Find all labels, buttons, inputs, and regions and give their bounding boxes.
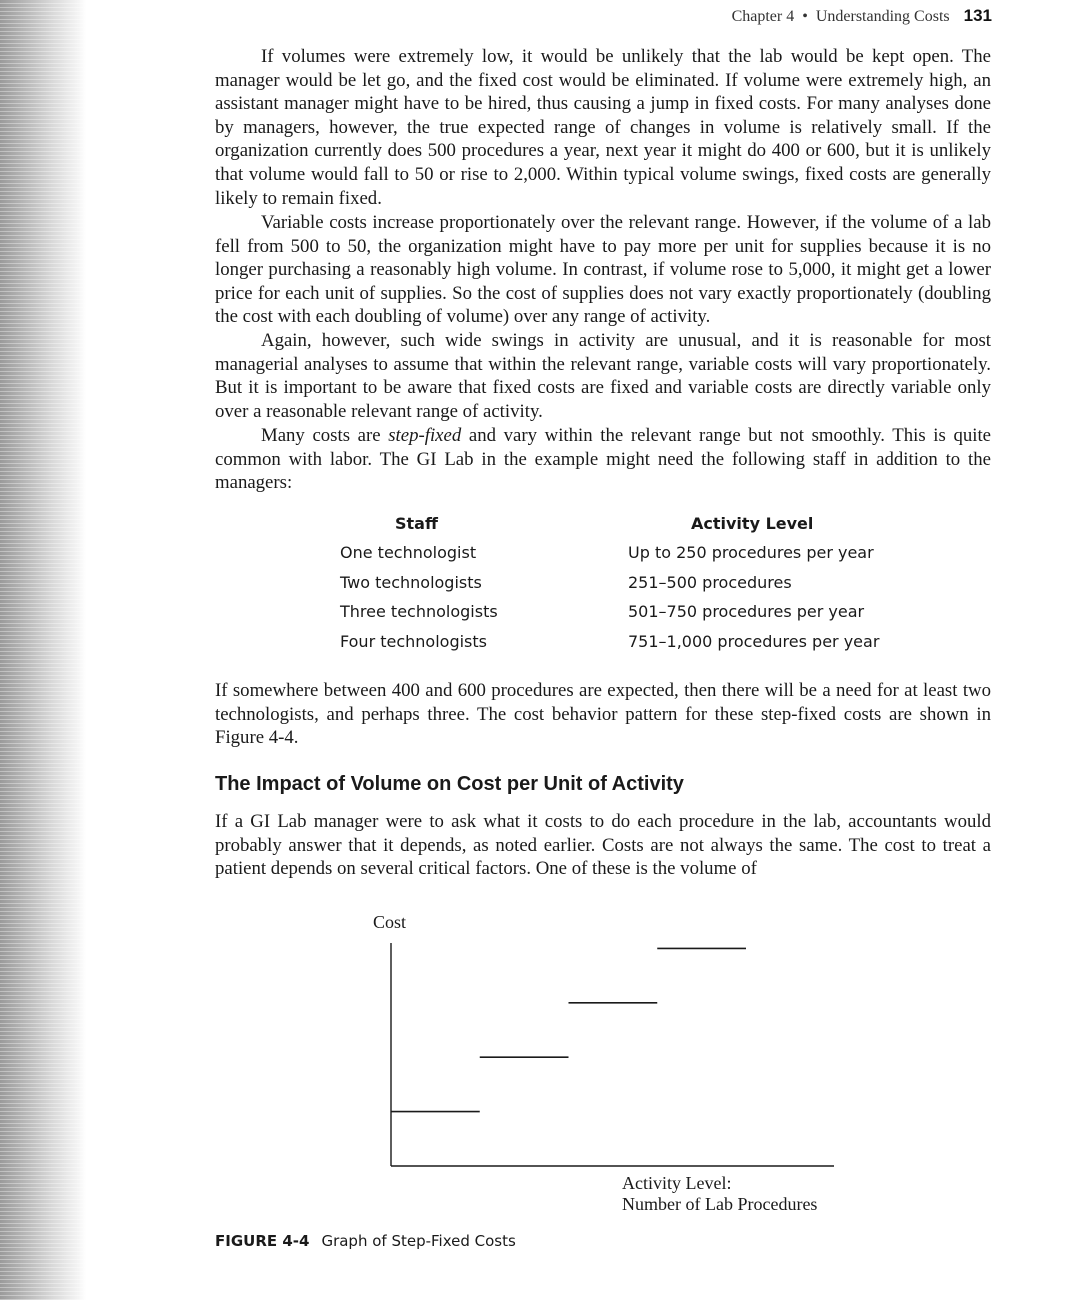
header-separator: •: [802, 8, 808, 25]
table-row: [340, 543, 900, 573]
activity-cell: 751–1,000 procedures per year: [628, 632, 880, 652]
running-head: [560, 6, 992, 26]
table-row: [340, 602, 900, 632]
staff-cell: Two technologists: [340, 572, 482, 592]
scan-edge-shadow: [0, 0, 86, 1300]
paragraph-6: If a GI Lab manager were to ask what it costs to do each procedure in the lab, accountants would probably answer that it depends, as noted earlier. Costs are not always the same. The cost to treat a patient depends on several critical factors. One of these is the volume of: [215, 811, 991, 880]
table-row: [340, 632, 900, 662]
staff-cell: Four technologists: [340, 632, 487, 652]
paragraph-1: If volumes were extremely low, it would be unlikely that the lab would be kept open. The manager would be let go, and the fixed cost would be eliminated. If volume were extremely high, an assistant manager might have to be hired, thus causing a jump in fixed costs. For many analyses done by managers, however, the true expected range of changes in volume is relatively small. If the organization currently does 500 procedures a year, next year it might do 400 or 600, but it is unlikely that volume would fall to 50 or rise to 2,000. Within typical volume swings, fixed costs are generally likely to remain fixed.: [215, 46, 991, 209]
paragraph-2: Variable costs increase proportionately over the relevant range. However, if the volume of a lab fell from 500 to 50, the organization might have to pay more per unit for supplies because it is no longer purchasing a reasonably high volume. In contrast, if volume rose to 5,000, it might get a lower price for each unit of supplies. So the cost of supplies does not vary exactly proportionately (doubling the cost with each doubling of volume) over any range of activity.: [215, 212, 991, 328]
step-series: [391, 948, 746, 1111]
staff-table: [340, 514, 900, 662]
x-axis-label-line-2: Number of Lab Procedures: [622, 1194, 818, 1214]
chapter-label: Chapter 4: [731, 8, 795, 25]
y-axis-label: Cost: [373, 912, 407, 932]
paragraph-3: Again, however, such wide swings in activity are unusual, and it is reasonable for most managerial analyses to assume that within the relevant range, variable costs will vary proportionately. But it is important to be aware that fixed costs are fixed and variable costs are directly variable only over a reasonable relevant range of activity.: [215, 330, 991, 422]
page-number: 131: [963, 6, 992, 25]
chapter-title: Understanding Costs: [815, 8, 950, 25]
paragraph-4: [215, 424, 991, 495]
figure-caption: [215, 1232, 516, 1250]
figure-label: FIGURE 4-4: [215, 1232, 310, 1250]
staff-cell: Three technologists: [340, 602, 498, 622]
x-axis-label-line-1: Activity Level:: [622, 1173, 732, 1193]
figure-caption-text: Graph of Step-Fixed Costs: [321, 1232, 516, 1250]
step-fixed-term: step-fixed: [388, 425, 462, 446]
activity-cell: 501–750 procedures per year: [628, 602, 865, 622]
staff-cell: One technologist: [340, 543, 477, 562]
activity-cell: Up to 250 procedures per year: [628, 543, 874, 562]
table-row: [340, 573, 900, 603]
activity-cell: 251–500 procedures: [628, 572, 792, 592]
section-heading: The Impact of Volume on Cost per Unit of Activity: [215, 773, 684, 795]
paragraph-5: If somewhere between 400 and 600 procedures are expected, then there will be a need for at least two technologists, and perhaps three. The cost behavior pattern for these step-fixed costs are shown in Figure 4-4.: [215, 680, 991, 749]
table-header-row: [340, 514, 900, 543]
column-header-activity-level: Activity Level: [691, 514, 814, 533]
column-header-staff: Staff: [395, 514, 438, 533]
paragraph-4-start: Many costs are: [261, 425, 389, 446]
paragraph-4-end: and vary within the relevant range but not smoothly. This is quite common with labor. The GI Lab in the example might need the following staff in addition to the managers:: [215, 425, 991, 494]
